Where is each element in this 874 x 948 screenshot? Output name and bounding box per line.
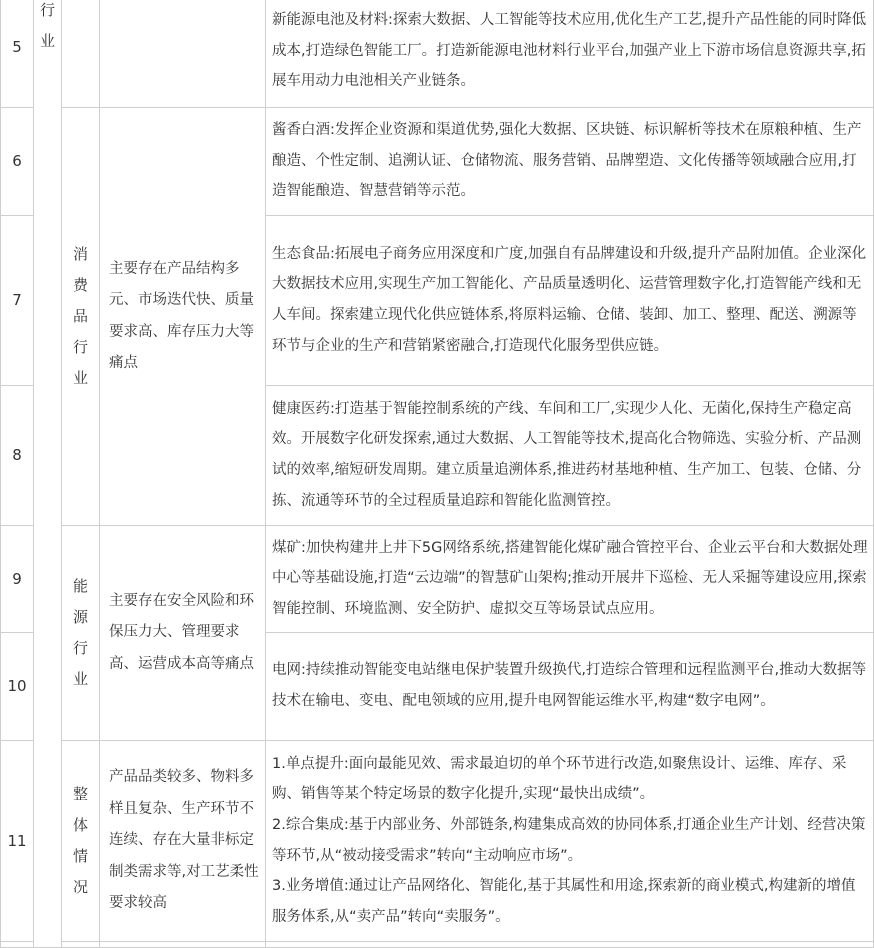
table-row bbox=[1, 942, 874, 948]
empty-cell bbox=[100, 942, 266, 948]
industry-label: 消费品行业 bbox=[72, 244, 88, 387]
strategy-line: 2.综合集成:基于内部业务、外部链条,构建集成高效的协同体系,打通企业生产计划、经营决策等环节,从“被动接受需求”转向“主动响应市场”。 bbox=[272, 816, 866, 864]
table-row bbox=[1, 108, 874, 216]
industry-label: 行业 bbox=[39, 1, 55, 50]
pain-points-cell: 主要存在安全风险和环保压力大、管理要求高、运营成本高等痛点 bbox=[100, 526, 266, 741]
row-number: 7 bbox=[1, 216, 34, 386]
empty-cell bbox=[1, 942, 34, 948]
empty-cell bbox=[62, 942, 100, 948]
description-cell: 生态食品:拓展电子商务应用深度和广度,加强自有品牌建设和升级,提升产品附加值。企业深化大数据技术应用,实现生产加工智能化、产品质量透明化、运营管理数字化,打造智能产线和无人车间。探索建立现代化供应链体系,将原料运输、仓储、装卸、加工、整理、配送、溯源等环节与企业的生产和营销紧密融合,打造现代化服务型供应链。 bbox=[266, 216, 874, 386]
row-number: 9 bbox=[1, 526, 34, 633]
industry-cell bbox=[62, 741, 100, 942]
row-number: 8 bbox=[1, 386, 34, 526]
outer-category-cell bbox=[34, 0, 62, 948]
row-number: 6 bbox=[1, 108, 34, 216]
empty-cell bbox=[266, 942, 874, 948]
row-number: 5 bbox=[1, 0, 34, 108]
description-cell bbox=[266, 741, 874, 942]
description-cell: 电网:持续推动智能变电站继电保护装置升级换代,打造综合管理和远程监测平台,推动大数据等技术在输电、变电、配电领域的应用,提升电网智能运维水平,构建“数字电网”。 bbox=[266, 633, 874, 741]
pain-points-cell bbox=[100, 0, 266, 108]
industry-cell bbox=[62, 108, 100, 526]
table-row bbox=[1, 741, 874, 942]
description-cell: 健康医药:打造基于智能控制系统的产线、车间和工厂,实现少人化、无菌化,保持生产稳定高效。开展数字化研发探索,通过大数据、人工智能等技术,提高化合物筛选、实验分析、产品测试的效率,缩短研发周期。建立质量追溯体系,推进药材基地种植、生产加工、包装、仓储、分拣、流通等环节的全过程质量追踪和智能化监测管控。 bbox=[266, 386, 874, 526]
industry-cell bbox=[62, 526, 100, 741]
table-row bbox=[1, 0, 874, 108]
row-number: 10 bbox=[1, 633, 34, 741]
empty-cell bbox=[62, 0, 100, 108]
table-row bbox=[1, 526, 874, 633]
pain-points-cell: 主要存在产品结构多元、市场迭代快、质量要求高、库存压力大等痛点 bbox=[100, 108, 266, 526]
industry-label: 整体情况 bbox=[72, 784, 88, 896]
description-cell: 酱香白酒:发挥企业资源和渠道优势,强化大数据、区块链、标识解析等技术在原粮种植、生产酿造、个性定制、追溯认证、仓储物流、服务营销、品牌塑造、文化传播等领域融合应用,打造智能酿造、智慧营销等示范。 bbox=[266, 108, 874, 216]
description-cell: 煤矿:加快构建井上井下5G网络系统,搭建智能化煤矿融合管控平台、企业云平台和大数据处理中心等基础设施,打造“云边端”的智慧矿山架构;推动开展井下巡检、无人采掘等建设应用,探索智能控制、环境监测、安全防护、虚拟交互等场景试点应用。 bbox=[266, 526, 874, 633]
strategy-line: 3.业务增值:通过让产品网络化、智能化,基于其属性和用途,探索新的商业模式,构建新的增值服务体系,从“卖产品”转向“卖服务”。 bbox=[272, 878, 856, 925]
industry-label: 能源行业 bbox=[72, 576, 88, 688]
pain-points-cell: 产品品类较多、物料多样且复杂、生产环节不连续、存在大量非标定制类需求等,对工艺柔性要求较高 bbox=[100, 741, 266, 942]
strategy-line: 1.单点提升:面向最能见效、需求最迫切的单个环节进行改造,如聚焦设计、运维、库存、采购、销售等某个特定场景的数字化提升,实现“最快出成绩”。 bbox=[272, 755, 847, 803]
description-cell: 新能源电池及材料:探索大数据、人工智能等技术应用,优化生产工艺,提升产品性能的同时降低成本,打造绿色智能工厂。打造新能源电池材料行业平台,加强产业上下游市场信息资源共享,拓展车用动力电池相关产业链条。 bbox=[266, 0, 874, 108]
row-number: 11 bbox=[1, 741, 34, 942]
